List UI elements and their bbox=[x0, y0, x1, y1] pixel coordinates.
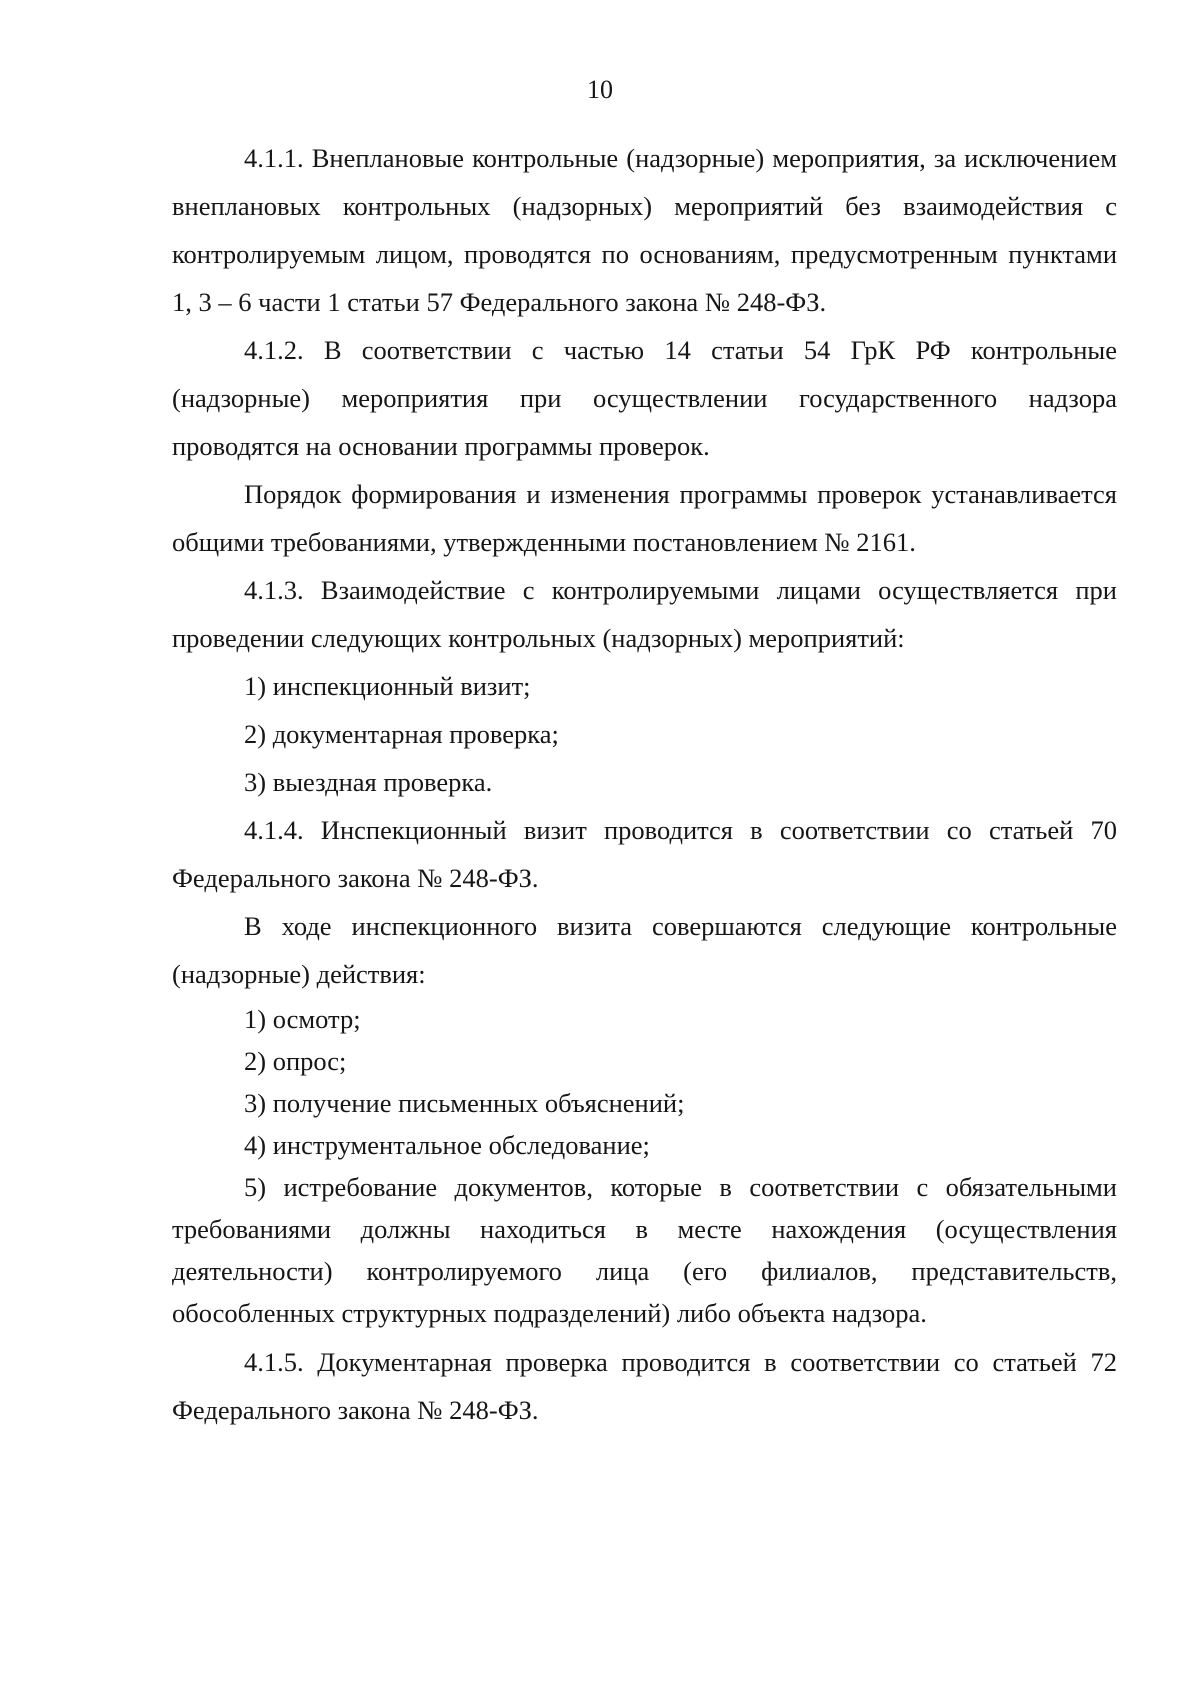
document-body bbox=[172, 134, 1117, 1434]
action-item-inspection: 1) осмотр; bbox=[244, 1004, 361, 1034]
paragraph-4-1-2: 4.1.2. В соответствии с частью 14 статьи 54 ГрК РФ контрольные (надзорные) мероприятия при осуществлении государственного надзора проводятся на основании программы проверок. bbox=[172, 335, 1117, 461]
list-item-onsite-check: 3) выездная проверка. bbox=[244, 767, 493, 797]
action-item-instrumental-examination: 4) инструментальное обследование; bbox=[244, 1130, 650, 1160]
paragraph-4-1-3: 4.1.3. Взаимодействие с контролируемыми лицами осуществляется при проведении следующих контрольных (надзорных) мероприятий: bbox=[172, 575, 1117, 653]
paragraph-4-1-5: 4.1.5. Документарная проверка проводится в соответствии со статьей 72 Федерального закона № 248-ФЗ. bbox=[172, 1347, 1117, 1425]
list-item-documentary-check: 2) документарная проверка; bbox=[244, 719, 559, 749]
action-item-document-request: 5) истребование документов, которые в соответствии с обязательными требованиями должны находиться в месте нахождения (осуществления деятельности) контролируемого лица (его филиалов, представительств, обособленных структурных подразделений) либо объекта надзора. bbox=[172, 1172, 1117, 1328]
page-number: 10 bbox=[587, 75, 613, 104]
list-item-inspection-visit: 1) инспекционный визит; bbox=[244, 671, 531, 701]
paragraph-program-order: Порядок формирования и изменения программы проверок устанавливается общими требованиями, утвержденными постановлением № 2161. bbox=[172, 479, 1117, 557]
action-item-survey: 2) опрос; bbox=[244, 1046, 347, 1076]
paragraph-inspection-actions: В ходе инспекционного визита совершаются следующие контрольные (надзорные) действия: bbox=[172, 911, 1117, 989]
action-item-written-explanations: 3) получение письменных объяснений; bbox=[244, 1088, 685, 1118]
paragraph-4-1-4: 4.1.4. Инспекционный визит проводится в соответствии со статьей 70 Федерального закона № 248-ФЗ. bbox=[172, 815, 1117, 893]
paragraph-4-1-1: 4.1.1. Внеплановые контрольные (надзорные) мероприятия, за исключением внеплановых контрольных (надзорных) мероприятий без взаимодействия с контролируемым лицом, проводятся по основаниям, предусмотренным пунктами 1, 3 – 6 части 1 статьи 57 Федерального закона № 248-ФЗ. bbox=[172, 143, 1117, 317]
